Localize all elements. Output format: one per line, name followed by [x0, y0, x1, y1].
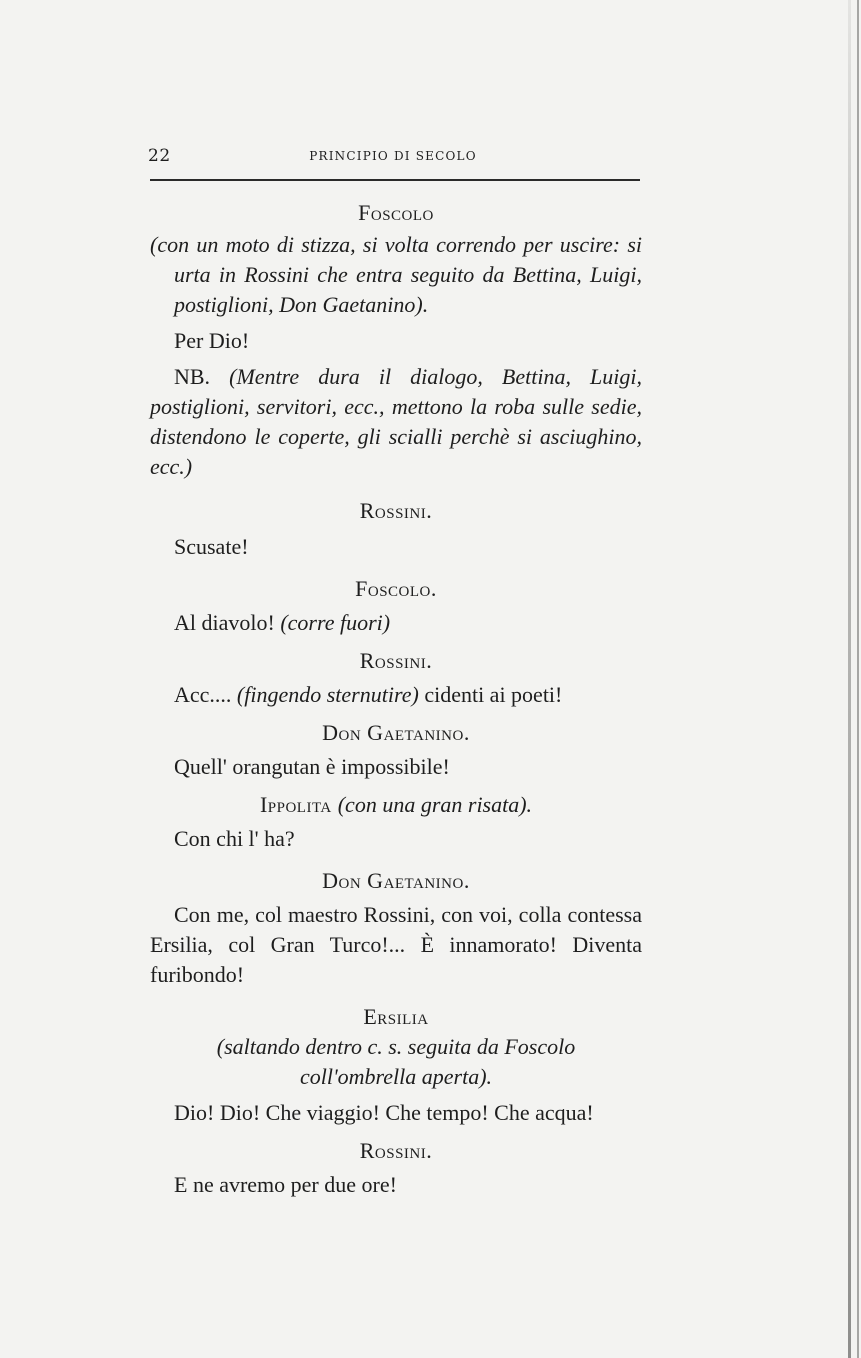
- inline-direction: (fingendo sternutire): [236, 682, 419, 707]
- speaker-don-gaetanino: Don Gaetanino.: [322, 720, 470, 745]
- dialogue-text: cidenti ai poeti!: [418, 682, 563, 707]
- dialogue-line: [150, 608, 642, 638]
- speaker-ippolita: [150, 790, 642, 820]
- dialogue-text: Acc....: [174, 682, 237, 707]
- note-paragraph: [150, 362, 642, 482]
- dialogue-text: Al diavolo!: [174, 610, 281, 635]
- dialogue-line: E ne avremo per due ore!: [174, 1172, 397, 1197]
- running-head: PRINCIPIO DI SECOLO: [309, 149, 477, 163]
- speaker-rossini: Rossini.: [359, 648, 433, 673]
- dialogue-paragraph: Con me, col maestro Rossini, con voi, colla contessa Ersilia, col Gran Turco!... È innamorato! Diventa furibondo!: [150, 902, 642, 987]
- page-header: [148, 146, 638, 166]
- play-text: [150, 198, 642, 1200]
- speaker-rossini: Rossini.: [359, 1138, 433, 1163]
- speaker-don-gaetanino: Don Gaetanino.: [322, 868, 470, 893]
- page-number: 22: [148, 146, 171, 166]
- dialogue-line: Dio! Dio! Che viaggio! Che tempo! Che acqua!: [174, 1100, 594, 1125]
- stage-direction: (con un moto di stizza, si volta correndo per uscire: si urta in Rossini che entra seguito da Bettina, Luigi, postiglioni, Don Gaetanino).: [150, 232, 642, 317]
- speaker-ersilia: Ersilia: [363, 1004, 429, 1029]
- dialogue-line: Per Dio!: [174, 328, 250, 353]
- speaker-foscolo: Foscolo.: [355, 576, 437, 601]
- note-label: NB.: [174, 364, 230, 389]
- dialogue-line: Con chi l' ha?: [174, 826, 295, 851]
- page-edge-line: [857, 0, 859, 1358]
- dialogue-line: [150, 680, 642, 710]
- speaker-foscolo: Foscolo: [358, 200, 434, 225]
- dialogue-line: Quell' orangutan è impossibile!: [174, 754, 450, 779]
- header-rule: [150, 179, 640, 181]
- speaker-rossini: Rossini.: [359, 498, 433, 523]
- speaker-name: Ippolita: [259, 792, 338, 817]
- page-edge-shadow: [848, 0, 851, 1358]
- note-text: (Mentre dura il dialogo, Bettina, Luigi, postiglioni, servitori, ecc., mettono la roba sulle sedie, distendono le coperte, gli scialli perchè si asciughino, ecc.): [150, 364, 642, 479]
- stage-direction: (saltando dentro c. s. seguita da Foscolo coll'ombrella aperta).: [216, 1034, 576, 1089]
- inline-direction: (corre fuori): [280, 610, 391, 635]
- dialogue-line: Scusate!: [174, 534, 249, 559]
- inline-direction: (con una gran risata).: [337, 792, 533, 817]
